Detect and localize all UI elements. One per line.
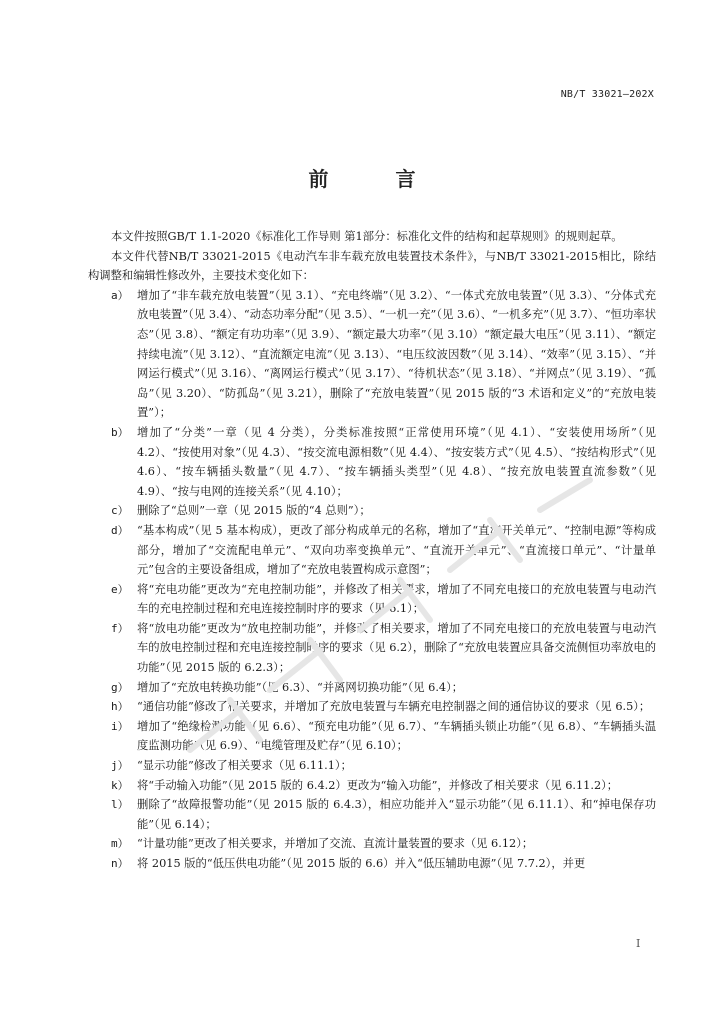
list-item	[88, 756, 656, 776]
list-item-text: “显示功能”修改了相关要求（见 6.11.1）；	[137, 759, 352, 773]
list-marker: i）	[111, 719, 129, 733]
list-marker: b）	[111, 425, 129, 439]
list-marker: m）	[111, 837, 129, 851]
changes-list	[88, 286, 656, 874]
list-item-text: 增加了“充放电转换功能”（见 6.3）、“并离网切换功能”（见 6.4）；	[137, 680, 464, 694]
list-marker: c）	[111, 504, 129, 518]
page-number: I	[636, 937, 641, 950]
list-marker: n）	[111, 857, 129, 870]
list-item-text: 增加了“绝缘检测功能”（见 6.6）、“预充电功能”（见 6.7）、“车辆插头锁止功能”（见 6.8）、“车辆插头温度监测功能”（见 6.9）、“电缆管理及贮存”（见 6.10）；	[137, 719, 656, 753]
list-item-text: 增加了“非车载充放电装置”（见 3.1）、“充电终端”（见 3.2）、“一体式充放电装置”（见 3.3）、“分体式充放电装置”（见 3.4）、“动态功率分配”（见 3.5）、“一机一充”（见 3.6）、“一机多充”（见 3.7）、“恒功率状态”（见 3.8）、“额定有功功率”（见 3.9）、“额定最大功率”（见 3.10）“额定最大电压”（见 3.11）、“额定持续电流”（见 3.12）、“直流额定电流”（见 3.13）、“电压纹波因数”（见 3.14）、“效率”（见 3.15）、“并网运行模式”（见 3.16）、“离网运行模式”（见 3.17）、“待机状态”（见 3.18）、“并网点”（见 3.19）、“孤岛”（见 3.20）、“防孤岛”（见 3.21），删除了“充放电装置”（见 2015 版的“3 术语和定义”的“充放电装置”）；	[137, 288, 656, 420]
list-item	[88, 795, 656, 834]
foreword-body	[88, 227, 656, 874]
list-item-text: “基本构成”（见 5 基本构成），更改了部分构成单元的名称，增加了“直流开关单元”、“控制电源”等构成部分，增加了“交流配电单元”、“双向功率变换单元”、“直流开关单元”、“直流接口单元”、“计量单元”包含的主要设备组成，增加了“充放电装置构成示意图”；	[137, 523, 656, 577]
list-item	[88, 854, 656, 874]
list-item-text: “通信功能”修改了相关要求，并增加了充放电装置与车辆充电控制器之间的通信协议的要求（见 6.5）；	[137, 700, 651, 714]
list-marker: l）	[111, 798, 129, 812]
list-item-text: 将“充电功能”更改为“充电控制功能”，并修改了相关要求，增加了不同充电接口的充放电装置与电动汽车的充电控制过程和充电连接控制时序的要求（见 6.1）；	[137, 582, 656, 616]
list-marker: j）	[111, 759, 129, 773]
list-marker: f）	[111, 621, 129, 635]
list-marker: a）	[111, 288, 129, 302]
list-item	[88, 619, 656, 678]
list-item	[88, 697, 656, 717]
list-item	[88, 834, 656, 854]
list-marker: k）	[111, 778, 129, 792]
list-marker: d）	[111, 523, 129, 537]
standard-code-header: NB/T 33021—202X	[560, 89, 654, 100]
list-item-text: “计量功能”更改了相关要求，并增加了交流、直流计量装置的要求（见 6.12）；	[137, 837, 534, 851]
list-item-text: 将“放电功能”更改为“放电控制功能”，并修改了相关要求，增加了不同充电接口的充放电装置与电动汽车的放电控制过程和充电连接控制时序的要求（见 6.2），删除了“充放电装置应具备交流侧恒功率放电的功能”（见 2015 版的 6.2.3）；	[137, 621, 656, 675]
list-item	[88, 678, 656, 698]
list-item	[88, 423, 656, 501]
list-item-text: 删除了“总则”一章（见 2015 版的“4 总则”）；	[137, 504, 371, 518]
list-item	[88, 717, 656, 756]
replacement-paragraph: 本文件代替NB/T 33021-2015《电动汽车非车载充放电装置技术条件》，与NB/T 33021-2015相比，除结构调整和编辑性修改外，主要技术变化如下：	[88, 249, 656, 283]
list-item	[88, 501, 656, 521]
intro-paragraph: 本文件按照GB/T 1.1-2020《标准化工作导则 第1部分：标准化文件的结构和起草规则》的规则起草。	[111, 230, 623, 243]
list-item	[88, 286, 656, 423]
list-marker: e）	[111, 582, 129, 596]
list-item-text: 增加了“分类”一章（见 4 分类），分类标准按照“正常使用环境”（见 4.1）、“安装使用场所”（见 4.2）、“按使用对象”（见 4.3）、“按交流电源相数”（见 4.4）、“按安装方式”（见 4.5）、“按结构形式”（见 4.6）、“按车辆插头数量”（见 4.7）、“按车辆插头类型”（见 4.8）、“按充放电装置直流参数”（见 4.9）、“按与电网的连接关系”（见 4.10）；	[137, 425, 656, 498]
list-item	[88, 776, 656, 796]
page-title: 前 言	[308, 167, 446, 191]
list-item-text: 删除了“故障报警功能”（见 2015 版的 6.4.3），相应功能并入“显示功能”（见 6.11.1）、和“掉电保存功能”（见 6.14）；	[137, 798, 656, 831]
list-item	[88, 580, 656, 619]
list-item	[88, 521, 656, 580]
list-item-text: 将“手动输入功能”（见 2015 版的 6.4.2）更改为“输入功能”，并修改了相关要求（见 6.11.2）；	[137, 778, 619, 792]
list-marker: g）	[111, 680, 129, 694]
list-item-text: 将 2015 版的“低压供电功能”（见 2015 版的 6.6）并入“低压辅助电源”（见 7.7.2），并更	[137, 857, 586, 870]
list-marker: h）	[111, 700, 129, 714]
